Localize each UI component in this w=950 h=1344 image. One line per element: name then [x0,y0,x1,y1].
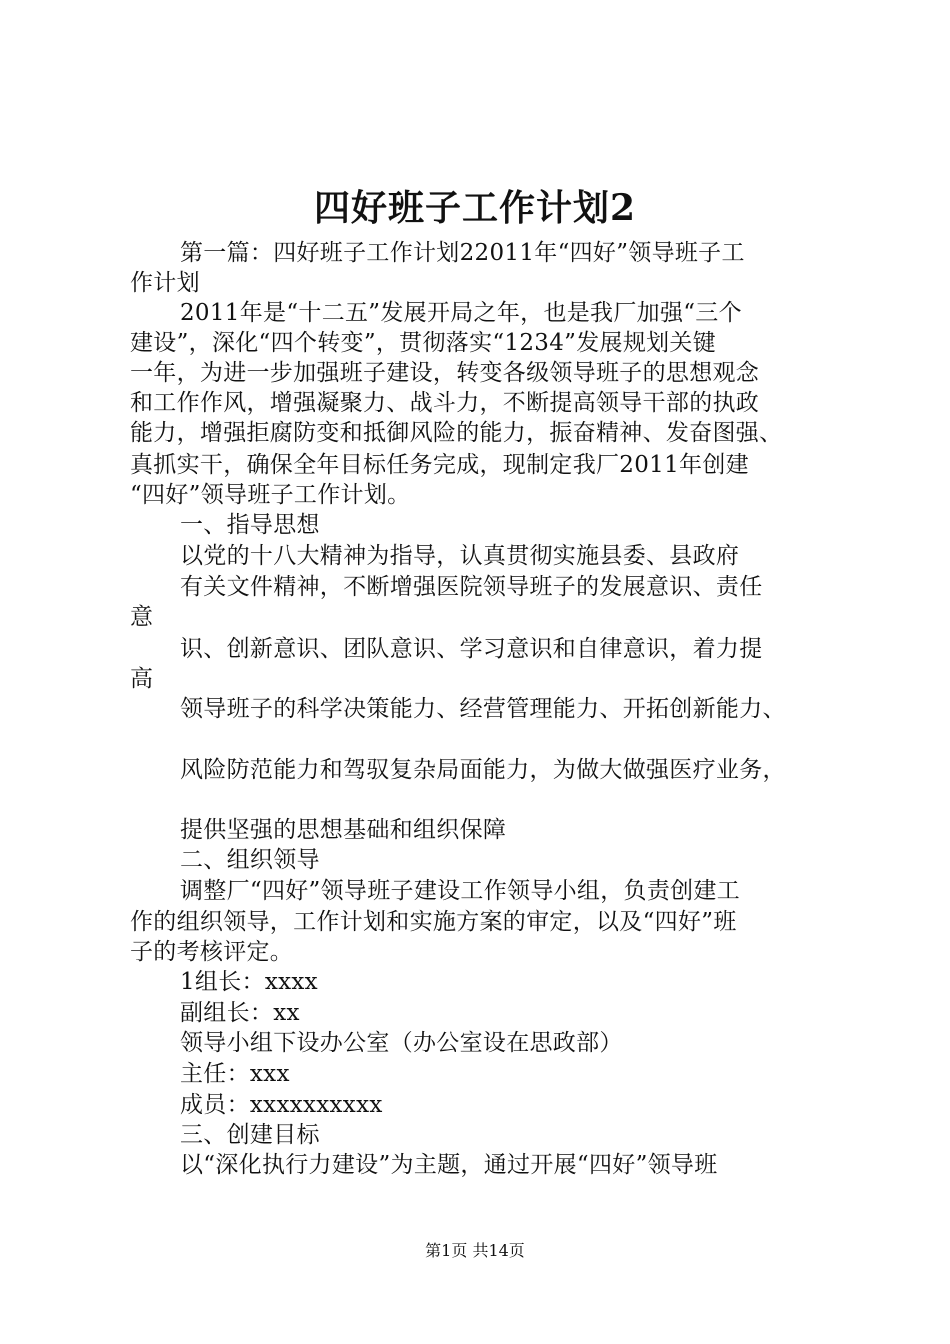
text-line: 真抓实干，确保全年目标任务完成，现制定我厂2011年创建 [130,452,749,478]
text-line: 副组长：xx [180,1000,300,1026]
text-line: 领导小组下设办公室（办公室设在思政部） [180,1030,623,1056]
text-line: 成员：xxxxxxxxxx [180,1092,383,1118]
text-line: 主任：xxx [180,1061,290,1087]
text-line: 一年，为进一步加强班子建设，转变各级领导班子的思想观念 [130,360,760,386]
document-title: 四好班子工作计划2 [313,187,637,229]
section-heading: 三、创建目标 [180,1122,320,1148]
text-line: 识、创新意识、团队意识、学习意识和自律意识，着力提 [180,636,763,662]
text-line: 第一篇：四好班子工作计划22011年“四好”领导班子工 [180,240,745,266]
text-line: 调整厂“四好”领导班子建设工作领导小组，负责创建工 [180,878,741,904]
text-line: 提供坚强的思想基础和组织保障 [180,817,507,843]
text-line: 有关文件精神，不断增强医院领导班子的发展意识、责任 [180,574,763,600]
section-heading: 二、组织领导 [180,847,320,873]
text-line: 领导班子的科学决策能力、经营管理能力、开拓创新能力、 [180,696,786,722]
text-line: 风险防范能力和驾驭复杂局面能力，为做大做强医疗业务， [180,757,786,783]
text-line: 以党的十八大精神为指导，认真贯彻实施县委、县政府 [180,543,740,569]
section-heading: 一、指导思想 [180,512,320,538]
page-number-footer: 第1页 共14页 [425,1241,525,1260]
text-line: 高 [130,666,154,692]
text-line: 作的组织领导，工作计划和实施方案的审定，以及“四好”班 [130,909,737,935]
text-line: 能力，增强拒腐防变和抵御风险的能力，振奋精神、发奋图强、 [130,420,783,446]
text-line: 2011年是“十二五”发展开局之年，也是我厂加强“三个 [180,300,742,326]
text-line: 作计划 [130,270,200,296]
text-line: “四好”领导班子工作计划。 [130,482,411,508]
text-line: 子的考核评定。 [130,939,294,965]
text-line: 以“深化执行力建设”为主题，通过开展“四好”领导班 [180,1152,718,1178]
text-line: 和工作作风，增强凝聚力、战斗力，不断提高领导干部的执政 [130,390,760,416]
text-line: 建设”，深化“四个转变”，贯彻落实“1234”发展规划关键 [130,330,717,356]
text-line: 意 [130,604,154,630]
text-line: 1组长：xxxx [180,969,318,995]
